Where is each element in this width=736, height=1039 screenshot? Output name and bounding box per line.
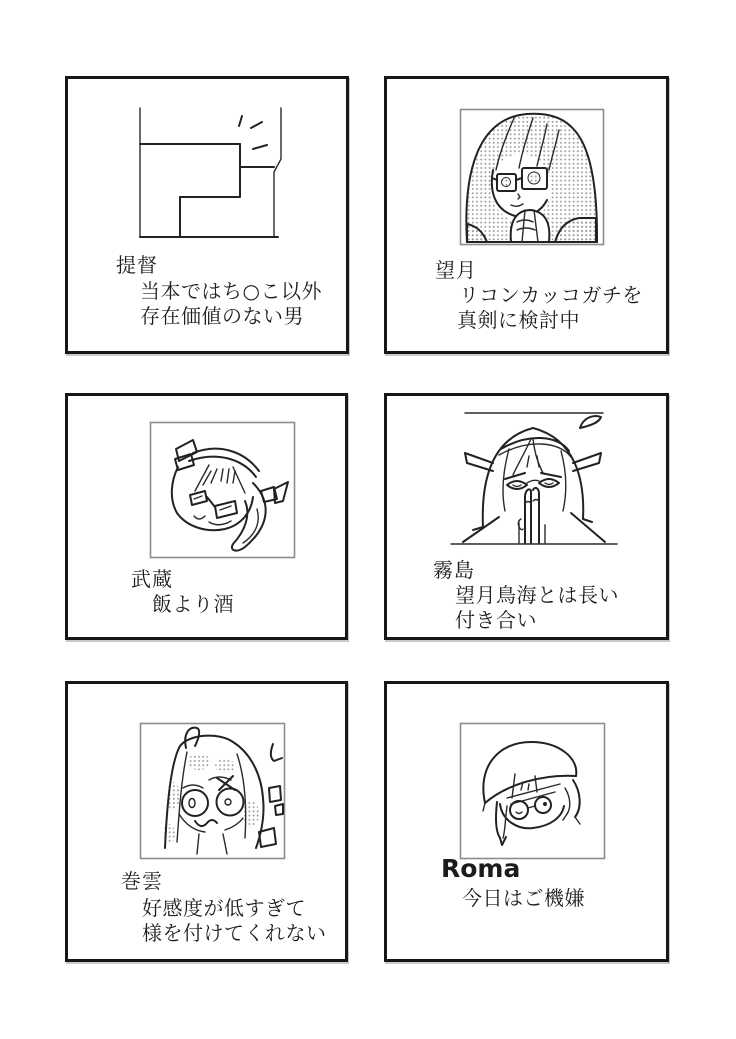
character-desc-line: 今日はご機嫌: [462, 886, 585, 910]
character-name: 巻雲: [121, 869, 163, 893]
character-desc-line: 好感度が低すぎて: [142, 896, 306, 920]
panel-makigumo: [65, 681, 348, 962]
character-desc-line: 当本ではち○こ以外: [140, 279, 322, 303]
panel-mochizuki: [384, 76, 669, 354]
character-name: 提督: [116, 253, 158, 277]
character-name: 望月: [435, 258, 477, 282]
character-name: 霧島: [433, 558, 475, 582]
character-desc-line: 存在価値のない男: [140, 304, 304, 328]
character-desc-line: 真剣に検討中: [457, 308, 580, 332]
panel-teitoku: [65, 76, 349, 354]
character-name: 武蔵: [131, 567, 173, 591]
character-desc-line: 付き合い: [455, 608, 537, 632]
panel-musashi: [65, 393, 348, 640]
character-desc-line: 望月鳥海とは長い: [455, 583, 619, 607]
character-desc-line: 飯より酒: [152, 592, 234, 616]
character-desc-line: リコンカッコガチを: [459, 283, 643, 307]
character-desc-line: 様を付けてくれない: [142, 921, 327, 945]
panel-kirishima: [384, 393, 669, 640]
panel-roma: [384, 681, 669, 962]
character-name: Roma: [441, 854, 521, 883]
